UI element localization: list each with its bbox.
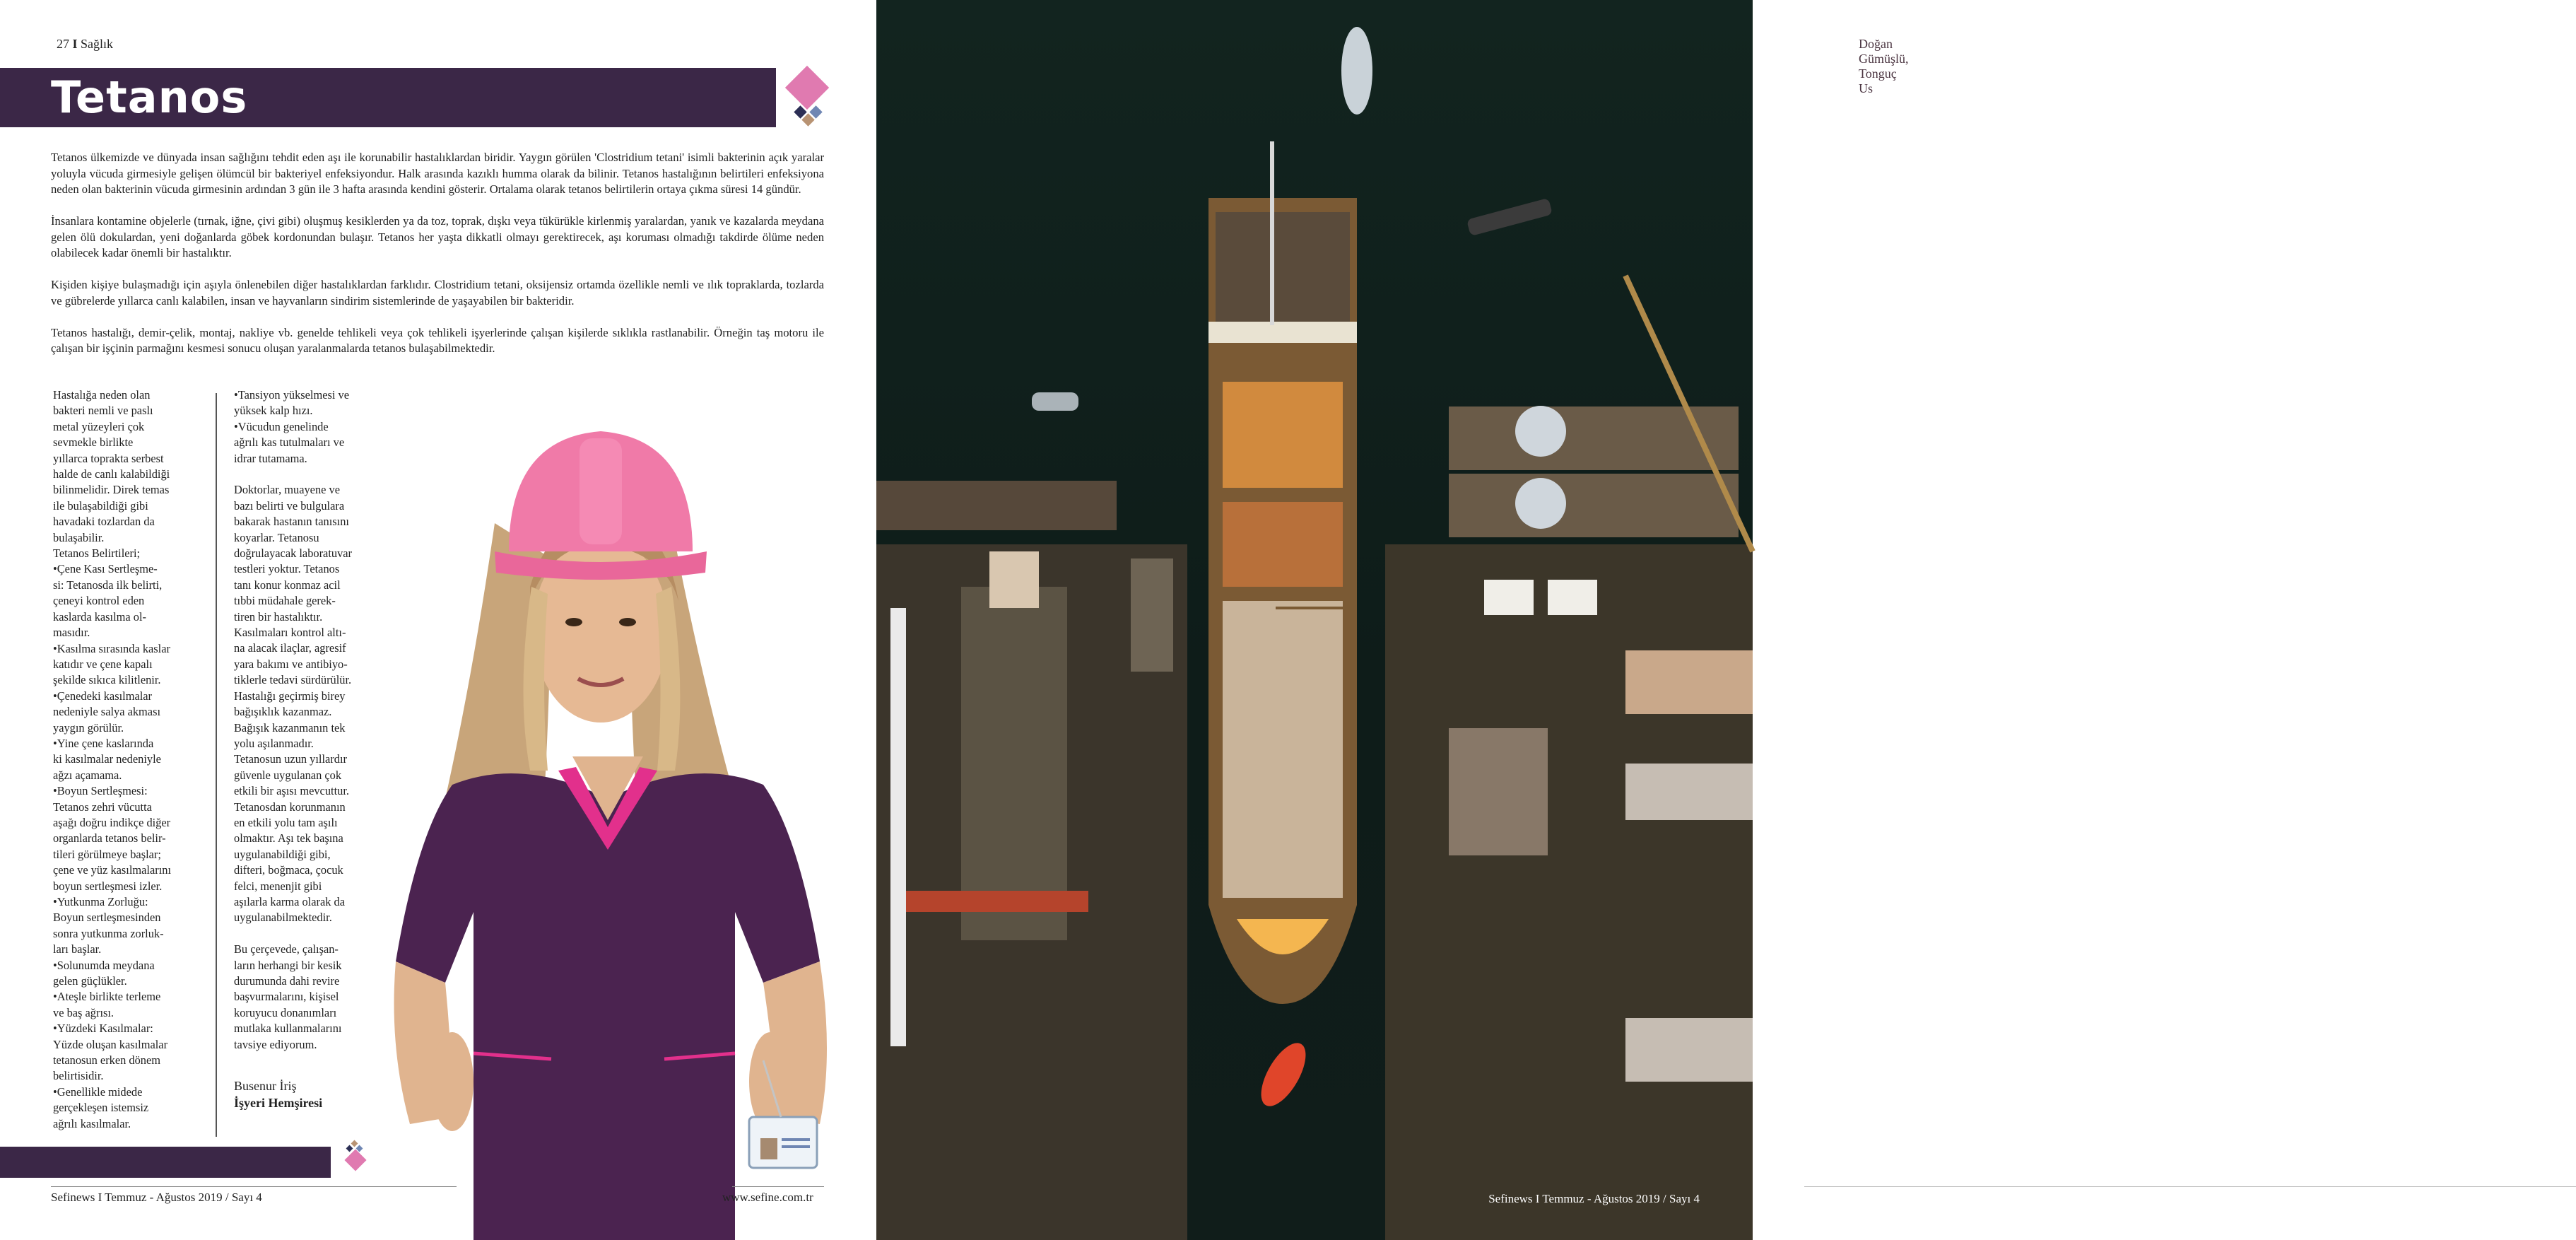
column-line: nedeniyle salya akması	[53, 705, 161, 719]
column-line: aşılarla karma olarak da	[234, 894, 345, 908]
column-line	[234, 926, 372, 942]
column-line: uygulanabildiği gibi,	[234, 847, 331, 861]
footer-rule	[51, 1186, 457, 1187]
column-line: gerçekleşen istemsiz	[53, 1101, 149, 1115]
column-line: felci, menenjit gibi	[234, 879, 322, 893]
column-line: yüksek kalp hızı.	[234, 404, 313, 418]
column-line: Bu çerçevede, çalışan-	[234, 942, 339, 957]
column-line: •Kasılma sırasında kaslar	[53, 641, 170, 655]
column-line: ağrılı kasılmalar.	[53, 1116, 131, 1130]
column-line: bakteri nemli ve paslı	[53, 404, 153, 418]
column-line: etkili bir aşısı mevcuttur.	[234, 784, 349, 798]
column-line: koruyucu donanımları	[234, 1005, 337, 1019]
column-line: •Ateşle birlikte terleme	[53, 990, 161, 1004]
intro-paragraph: Kişiden kişiye bulaşmadığı için aşıyla önlenebilen diğer hastalıklardan farklıdır. Clostridium tetani, oksijensiz ortamda özellikle nemli ve ılık topraklarda, tozlarda ve gübrelerde yıllarca canlı kalabilen, insan ve hayvanların sindirim sistemlerinde de yaşayabilen bir bakteridir.	[51, 278, 824, 308]
column-line: ve baş ağrısı.	[53, 1005, 114, 1019]
column-line: başvurmalarını, kişisel	[234, 990, 339, 1004]
intro-paragraph: İnsanlara kontamine objelerle (tırnak, iğne, çivi gibi) oluşmuş kesiklerden ya da toz, toprak, dışkı veya tükürükle kirlenmiş yaralardan, yanık ve kazalarda meydana gelen ölü dokulardan, yeni doğanlarda göbek kordonundan bulaşır. Tetanos her yaşta dikkatli olmayı gerektirecek, aşı koruması olmadığı takdirde ölüme neden olabilecek kadar önemli bir hastalıktır.	[51, 214, 824, 259]
column-line: gelen güçlükler.	[53, 974, 127, 988]
column-line: koyarlar. Tetanosu	[234, 530, 319, 544]
column-line: •Çenedeki kasılmalar	[53, 689, 153, 703]
column-line: yara bakımı ve antibiyo-	[234, 657, 348, 671]
column-line: bulaşabilir.	[53, 530, 105, 544]
column-line: çene ve yüz kasılmalarını	[53, 863, 172, 877]
column-line: halde de canlı kalabildiği	[53, 467, 170, 481]
column-line: •Tansiyon yükselmesi ve	[234, 388, 350, 402]
intro-text	[51, 150, 824, 373]
column-line: Doktorlar, muayene ve	[234, 483, 340, 497]
column-line: Kasılmaları kontrol altı-	[234, 626, 346, 640]
column-line: difteri, boğmaca, çocuk	[234, 863, 343, 877]
column-line: mutlaka kullanmalarını	[234, 1022, 342, 1036]
page-number: 27 I Sağlık	[57, 37, 114, 51]
column-line: katıdır ve çene kapalı	[53, 657, 153, 671]
page-title: Tetanos	[51, 71, 248, 123]
column-line: boyun sertleşmesi izler.	[53, 879, 163, 893]
column-line: bakarak hastanın tanısını	[234, 515, 349, 529]
column-line: Tetanosdan korunmanın	[234, 800, 346, 814]
author-role: İşyeri Hemşiresi	[234, 1096, 323, 1110]
column-line: belirtisidir.	[53, 1069, 104, 1083]
column-line: ları başlar.	[53, 942, 102, 957]
column-line: Hastalığa neden olan	[53, 388, 151, 402]
column-line: ile bulaşabildiği gibi	[53, 498, 148, 513]
column-line: Yüzde oluşan kasılmalar	[53, 1037, 168, 1051]
column-line: şekilde sıkıca kilitlenir.	[53, 673, 161, 687]
column-line: tiren bir hastalıktır.	[234, 609, 323, 624]
footer-website: www.sefine.com.tr	[722, 1191, 813, 1204]
column-line: sevmekle birlikte	[53, 435, 134, 450]
column-line: Boyun sertleşmesinden	[53, 911, 161, 925]
column-line: en etkili yolu tam aşılı	[234, 815, 338, 829]
column-line: •Yüzdeki Kasılmalar:	[53, 1022, 153, 1036]
intro-paragraph: Tetanos hastalığı, demir-çelik, montaj, nakliye vb. genelde tehlikeli veya çok tehlikeli işyerlerinde çalışan kişilerde sıklıkla rastlanabilir. Örneğin taş motoru ile çalışan bir işçinin parmağını kesmesi sonucu oluşan yaralanmalarda tetanos bulaşabilmektedir.	[51, 325, 824, 355]
column-line: •Çene Kası Sertleşme-	[53, 562, 158, 576]
column-line: tavsiye ediyorum.	[234, 1037, 317, 1051]
column-line: •Vücudun genelinde	[234, 419, 329, 433]
footer-website: www.sefine.com.tr	[1804, 1192, 1895, 1205]
column-line: si: Tetanosda ilk belirti,	[53, 578, 163, 592]
column-line: Tetanos zehri vücutta	[53, 800, 152, 814]
column-line: organlarda tetanos belir-	[53, 831, 166, 846]
footer-bar	[0, 1147, 331, 1178]
column-line: Hastalığı geçirmiş birey	[234, 689, 346, 703]
column-line: metal yüzeyleri çok	[53, 419, 145, 433]
column-line: olmaktır. Aşı tek başına	[234, 831, 343, 846]
intro-paragraph: Tetanos ülkemizde ve dünyada insan sağlığını tehdit eden aşı ile korunabilir hastalıklardan biridir. Yaygın görülen 'Clostridium tetani' isimli bakterinin açık yaralar yoluyla vücuda girmesiyle gelişen ölümcül bir bakteriyel enfeksiyondur. Halk arasında kazıklı humma olarak da bilinir. Tetanos hastalığının belirtileri enfeksiyona neden olan bakterinin vücuda girmesinin ardından 3 gün ile 3 hafta arasında kendini gösterir. Ortalama olarak tetanos belirtilerin ortaya çıkma süresi 14 gündür.	[51, 151, 824, 196]
column-line: •Solunumda meydana	[53, 958, 155, 972]
column-line: masıdır.	[53, 626, 90, 640]
column-line: ların herhangi bir kesik	[234, 958, 342, 972]
column-line: •Yutkunma Zorluğu:	[53, 895, 148, 908]
author-block	[234, 1077, 322, 1111]
column-line: sonra yutkunma zorluk-	[53, 926, 164, 940]
shipyard-aerial-illustration	[876, 0, 1753, 1240]
column-line: uygulanabilmektedir.	[234, 911, 332, 925]
column-line: tiklerle tedavi sürdürülür.	[234, 673, 352, 687]
column-line: •Boyun Sertleşmesi:	[53, 784, 148, 798]
right-page	[876, 0, 1909, 1240]
footer-rule	[1804, 1186, 2576, 1187]
column-line: güvenle uygulanan çok	[234, 768, 342, 782]
footer-issue: Sefinews I Temmuz - Ağustos 2019 / Sayı 4	[51, 1191, 262, 1204]
column-line: •Genellikle midede	[53, 1084, 143, 1099]
photo-credit: Doğan Gümüşlü, Tonguç Us	[1859, 37, 1909, 95]
column-line: Bağışık kazanmanın tek	[234, 720, 346, 735]
column-line: bilinmelidir. Direk temas	[53, 483, 170, 497]
column-line: testleri yoktur. Tetanos	[234, 562, 340, 576]
column-line: tileri görülmeye başlar;	[53, 847, 161, 861]
column-line: ağzı açamama.	[53, 768, 122, 782]
column-line: aşağı doğru indikçe diğer	[53, 815, 171, 829]
footer-rule	[732, 1186, 824, 1187]
column-line: tetanosun erken dönem	[53, 1053, 161, 1068]
column-line: bazı belirti ve bulgulara	[234, 498, 345, 513]
column-line: kaslarda kasılma ol-	[53, 609, 146, 624]
column-line	[234, 467, 372, 482]
column-line: idrar tutamama.	[234, 451, 307, 465]
column-line: yıllarca toprakta serbest	[53, 451, 164, 465]
column-line: durumunda dahi revire	[234, 974, 340, 988]
column-line: tanı konur konmaz acil	[234, 578, 341, 592]
column-2	[234, 387, 372, 1053]
column-divider	[216, 393, 217, 1137]
column-line: na alacak ilaçlar, agresif	[234, 641, 346, 655]
column-line: tıbbi müdahale gerek-	[234, 594, 336, 608]
column-line: ağrılı kas tutulmaları ve	[234, 435, 345, 450]
column-line: çeneyi kontrol eden	[53, 594, 145, 608]
column-line: yaygın görülür.	[53, 720, 124, 735]
author-name: Busenur İriş	[234, 1079, 297, 1093]
left-page	[0, 0, 876, 1240]
nurse-photo	[367, 375, 876, 1240]
column-line: yolu aşılanmadır.	[234, 736, 314, 750]
column-line: Tetanosun uzun yıllardır	[234, 752, 347, 766]
column-line: havadaki tozlardan da	[53, 515, 155, 529]
column-1	[53, 387, 194, 1132]
column-line: doğrulayacak laboratuvar	[234, 546, 353, 561]
footer-issue: Sefinews I Temmuz - Ağustos 2019 / Sayı 4	[1488, 1192, 1700, 1205]
column-line: •Yine çene kaslarında	[53, 736, 154, 750]
column-line: Tetanos Belirtileri;	[53, 546, 141, 561]
column-line: ki kasılmalar nedeniyle	[53, 752, 161, 766]
column-line: bağışıklık kazanmaz.	[234, 705, 332, 719]
